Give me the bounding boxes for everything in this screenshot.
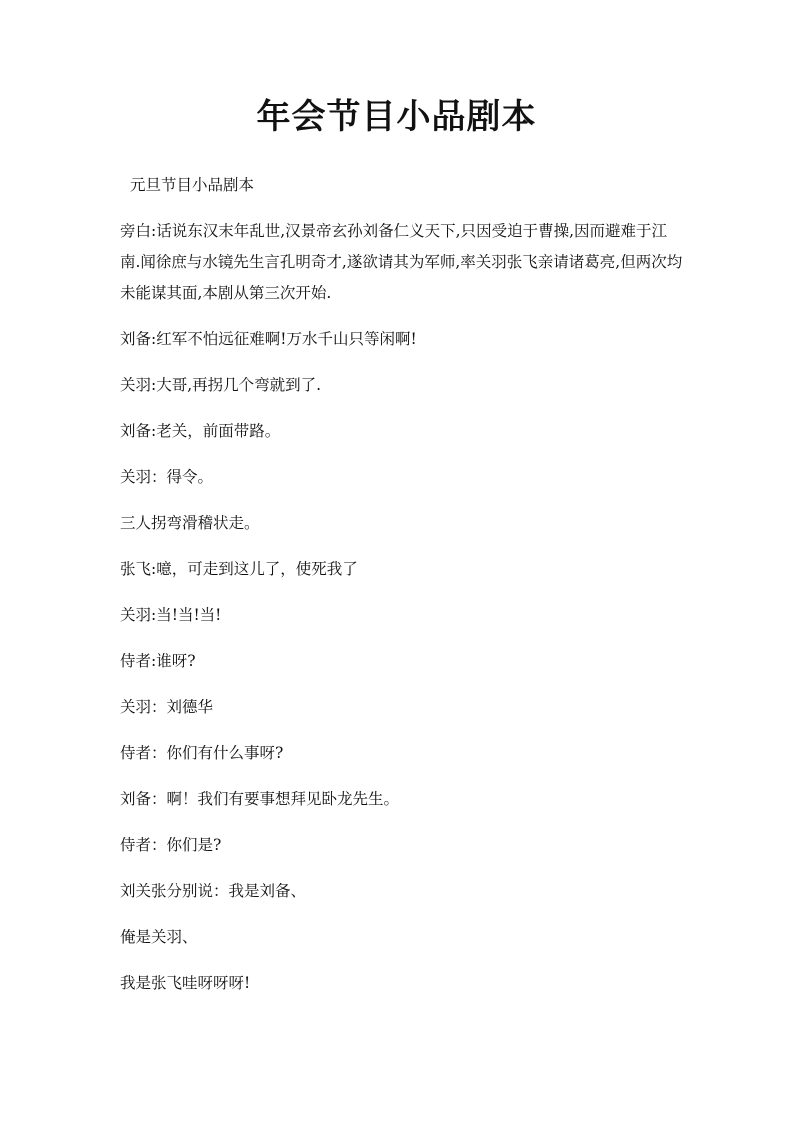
- dialogue-line: 刘备:红军不怕远征难啊!万水千山只等闲啊!: [120, 330, 417, 348]
- document-title: 年会节目小品剧本: [256, 97, 537, 137]
- narration-paragraph: 旁白:话说东汉末年乱世,汉景帝玄孙刘备仁义天下,只因受迫于曹操,因而避难于江南.闻徐庶与水镜先生言孔明奇才,遂欲请其为军师,率关羽张飞亲请诸葛亮,但两次均未能谋其面,本剧从第三次开始.: [120, 222, 683, 302]
- dialogue-line: 侍者:谁呀?: [120, 652, 196, 670]
- dialogue-line: 张飞:噫，可走到这儿了，使死我了: [120, 560, 358, 578]
- dialogue-line: 关羽：得令。: [120, 468, 214, 486]
- subtitle-paragraph: 元旦节目小品剧本: [130, 176, 255, 194]
- dialogue-line: 俺是关羽、: [120, 928, 198, 946]
- dialogue-line: 关羽：刘德华: [120, 698, 214, 716]
- dialogue-line: 侍者：你们有什么事呀?: [120, 744, 284, 762]
- document-body: [120, 170, 685, 1014]
- dialogue-line: 刘备：啊！我们有要事想拜见卧龙先生。: [120, 790, 400, 808]
- dialogue-line: 刘备:老关，前面带路。: [120, 422, 281, 440]
- dialogue-line: 我是张飞哇呀呀呀!: [120, 974, 251, 992]
- dialogue-line: 关羽:当!当!当!: [120, 606, 222, 624]
- dialogue-line: 侍者：你们是?: [120, 836, 222, 854]
- dialogue-line: 刘关张分别说：我是刘备、: [120, 882, 307, 900]
- stage-direction: 三人拐弯滑稽状走。: [120, 514, 260, 532]
- dialogue-line: 关羽:大哥,再拐几个弯就到了.: [120, 376, 322, 394]
